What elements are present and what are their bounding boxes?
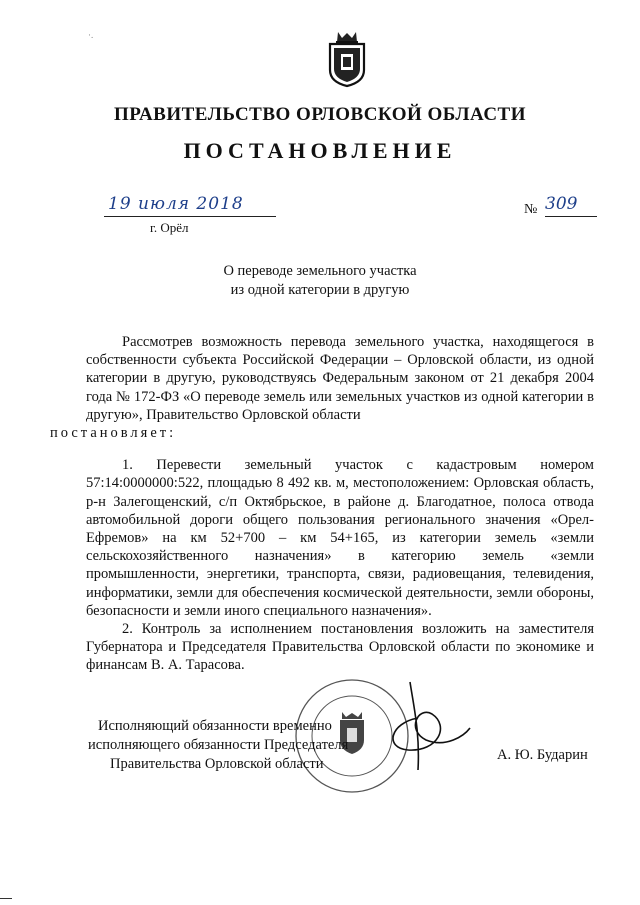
scan-artifact: ·.	[88, 30, 94, 40]
number-underline	[545, 216, 597, 217]
number-label: №	[524, 202, 538, 217]
preamble-text: Рассмотрев возможность перевода земельного участка, находящегося в собственности субъекта Российской Федерации – Орловской области, из одной категории в другую, руководствуясь Федеральным законом от 21 декабря 2004 года № 172-ФЗ «О переводе земель или земельных участков из одной категории в другую», Правительство Орловской области	[86, 334, 594, 423]
item-1-paragraph: 1. Перевести земельный участок с кадастровым номером 57:14:0000000:522, площадью 8 492 кв. м, местоположением: Орловская область, р-н Залегощенский, с/п Октябрьское, в районе д. Благодатное, полоса отвода автомобильной дороги общего пользования регионального значения «Орел-Ефремов» на км 52+700 – км 54+165, из категории земель «земли сельскохозяйственного назначения» в категорию земель «земли промышленности, энергетики, транспорта, связи, радиовещания, телевидения, информатики, земли для обеспечения космической деятельности, земли обороны, безопасности и земли иного специального назначения».	[86, 457, 594, 619]
position-line-1: Исполняющий обязанности временно	[98, 718, 332, 734]
signatory-position	[88, 717, 348, 774]
handwritten-number: 309	[545, 194, 578, 214]
position-line-3: Правительства Орловской области	[110, 756, 324, 772]
date-underline	[104, 216, 276, 217]
document-subject	[0, 262, 640, 300]
signatory-name: А. Ю. Бударин	[497, 747, 588, 763]
subject-line-1: О переводе земельного участка	[223, 263, 417, 279]
city-label: г. Орёл	[150, 220, 189, 235]
position-line-2: исполняющего обязанности Председателя	[88, 737, 349, 753]
handwritten-date: 19 июля 2018	[108, 194, 244, 214]
handwritten-signature-icon	[380, 678, 472, 778]
subject-line-2: из одной категории в другую	[230, 282, 410, 298]
coat-of-arms-icon	[324, 30, 370, 88]
resolves-word: постановляет:	[50, 425, 177, 442]
document-body	[50, 333, 594, 675]
date-field	[104, 196, 276, 218]
page-edge-mark	[0, 898, 12, 899]
document-type-heading: ПОСТАНОВЛЕНИЕ	[183, 138, 457, 163]
government-title: ПРАВИТЕЛЬСТВО ОРЛОВСКОЙ ОБЛАСТИ	[113, 104, 526, 125]
preamble-paragraph	[50, 333, 594, 442]
item-2-paragraph: 2. Контроль за исполнением постановления возложить на заместителя Губернатора и Председателя Правительства Орловской области по экономике и финансам В. А. Тарасова.	[86, 621, 594, 674]
